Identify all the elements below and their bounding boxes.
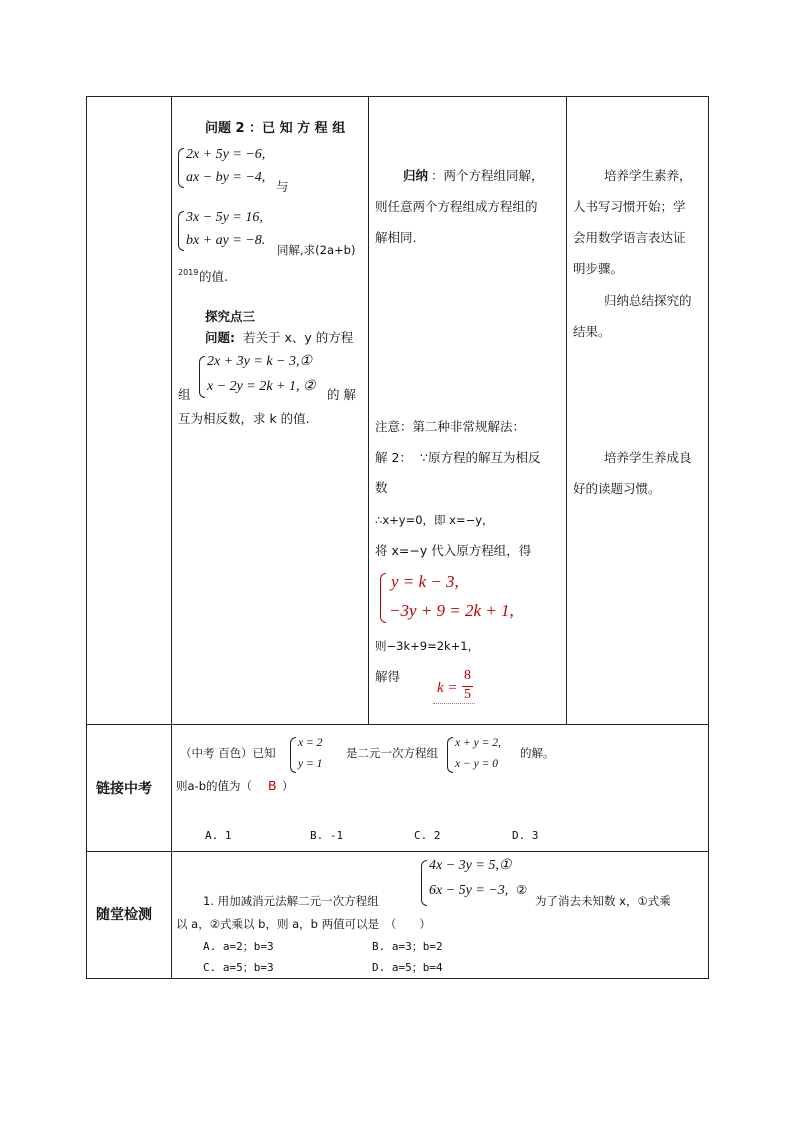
q2-eq2: ax − by = −4, <box>186 170 266 185</box>
test-label: 随堂检测 <box>96 907 152 923</box>
q2-with: 与 <box>276 179 289 194</box>
table-border-bottom <box>86 978 709 979</box>
intent-p1-4: 明步骤。 <box>573 261 624 276</box>
test-q-suffix: 为了消去未知数 x，①式乘 <box>535 894 671 908</box>
k-numerator: 8 <box>464 668 471 683</box>
zhongkao-option-a: A. 1 <box>205 829 232 842</box>
test-eq-brace <box>421 860 427 906</box>
q2-eq1: 2x + 5y = −6, <box>186 147 266 162</box>
q2-system1-brace <box>178 148 184 188</box>
solution-sys-eq2: −3y + 9 = 2k + 1, <box>389 601 514 620</box>
k-denominator: 5 <box>464 687 471 702</box>
zhongkao-answer: B <box>268 778 277 793</box>
q3-text: 若关于 x、y 的方程 <box>243 330 354 345</box>
q3-eq1: 2x + 3y = k − 3,① <box>207 354 313 369</box>
zhongkao-option-c: C. 2 <box>414 829 441 842</box>
section3-title: 探究点三 <box>205 309 256 324</box>
q3-zu: 组 <box>178 387 191 402</box>
q2-tail: 的值. <box>199 269 228 284</box>
solution-system-brace <box>380 573 386 623</box>
solution-because: ∵原方程的解互为相反 <box>420 450 541 465</box>
test-option-b: B. a=3；b=2 <box>372 940 443 953</box>
zhongkao-label: 链接中考 <box>96 781 152 797</box>
test-q-line2: 以 a，②式乘以 b，则 a，b 两值可以是 （ ） <box>176 917 431 931</box>
test-q-prefix: 1. 用加减消元法解二元一次方程组 <box>203 894 379 908</box>
table-col-divider-1 <box>171 96 172 979</box>
test-option-d: D. a=5；b=4 <box>372 961 443 974</box>
intent-p1-3: 会用数学语言表达证 <box>573 230 686 245</box>
k-lhs: k = <box>437 680 458 696</box>
intent-p2-1: 归纳总结探究的 <box>604 293 692 308</box>
zhongkao-eq1: x + y = 2, <box>455 737 501 749</box>
test-eq2: 6x − 5y = −3, <box>429 883 509 898</box>
solution-solve: 解得 <box>375 669 401 684</box>
intent-p3-1: 培养学生养成良 <box>604 450 692 465</box>
q2-eq4: bx + ay = −8. <box>186 233 266 248</box>
test-option-a: A. a=2；b=3 <box>203 940 274 953</box>
guina-text-2: 则任意两个方程组成方程组的 <box>375 199 538 214</box>
table-border-right <box>708 96 709 979</box>
zhongkao-sol-y: y = 1 <box>298 758 323 770</box>
solution-because-2: 数 <box>375 480 388 495</box>
q2-eq3: 3x − 5y = 16, <box>186 210 263 225</box>
solution-then: 则−3k+9=2k+1， <box>375 639 480 653</box>
test-eq2-mark: ② <box>516 882 528 897</box>
table-border-top <box>86 96 709 97</box>
note-text: 注意：第二种非常规解法： <box>375 419 526 434</box>
test-option-c: C. a=5；b=3 <box>203 961 274 974</box>
guina-text-3: 解相同. <box>375 230 417 245</box>
q2-exponent: 2019 <box>178 268 199 277</box>
test-eq1: 4x − 3y = 5,① <box>429 858 512 873</box>
solution-substitute: 将 x=−y 代入原方程组，得 <box>375 543 532 558</box>
q3-eq2: x − 2y = 2k + 1, ② <box>207 379 316 394</box>
intent-p3-2: 好的读题习惯。 <box>573 481 661 496</box>
intent-p1-1: 培养学生素养， <box>604 168 692 183</box>
zhongkao-sol-x: x = 2 <box>298 737 323 749</box>
q2-same: 同解,求(2a+b) <box>277 243 356 257</box>
zhongkao-eq-brace <box>447 737 453 773</box>
table-row-divider-2 <box>86 851 709 852</box>
table-col-divider-2 <box>368 96 369 725</box>
zhongkao-option-d: D. 3 <box>512 829 539 842</box>
solution-sys-eq1: y = k − 3, <box>391 572 459 591</box>
intent-p1-2: 人书写习惯开始；学 <box>573 199 686 214</box>
q3-label: 问题: <box>205 330 235 345</box>
zhongkao-sol-brace <box>290 737 296 773</box>
zhongkao-tail: 的解。 <box>520 746 555 760</box>
table-row-divider-1 <box>86 724 709 725</box>
zhongkao-question: 则a-b的值为（ <box>176 779 252 793</box>
q3-system-brace <box>199 356 205 398</box>
k-underline <box>433 703 475 704</box>
intent-p2-2: 结果。 <box>573 324 611 339</box>
zhongkao-intro: （中考 百色）已知 <box>180 746 276 760</box>
zhongkao-option-b: B. -1 <box>310 829 344 842</box>
q3-line3: 互为相反数，求 k 的值. <box>178 411 310 426</box>
q2-system2-brace <box>178 211 184 251</box>
solution-therefore: ∴x+y=0，即 x=−y， <box>375 513 494 527</box>
zhongkao-eq2: x − y = 0 <box>455 758 498 770</box>
table-col-divider-3 <box>566 96 567 725</box>
guina-text-1: ：两个方程组同解， <box>431 168 544 183</box>
guina-label: 归纳 <box>403 168 429 183</box>
table-border-left <box>86 96 87 979</box>
q2-label: 问题 2 ：已 知 方 程 组 <box>205 121 346 136</box>
zhongkao-mid: 是二元一次方程组 <box>346 746 438 760</box>
solution-label: 解 2： <box>375 450 412 465</box>
zhongkao-close: ） <box>282 779 294 793</box>
q3-de: 的 解 <box>327 387 356 402</box>
